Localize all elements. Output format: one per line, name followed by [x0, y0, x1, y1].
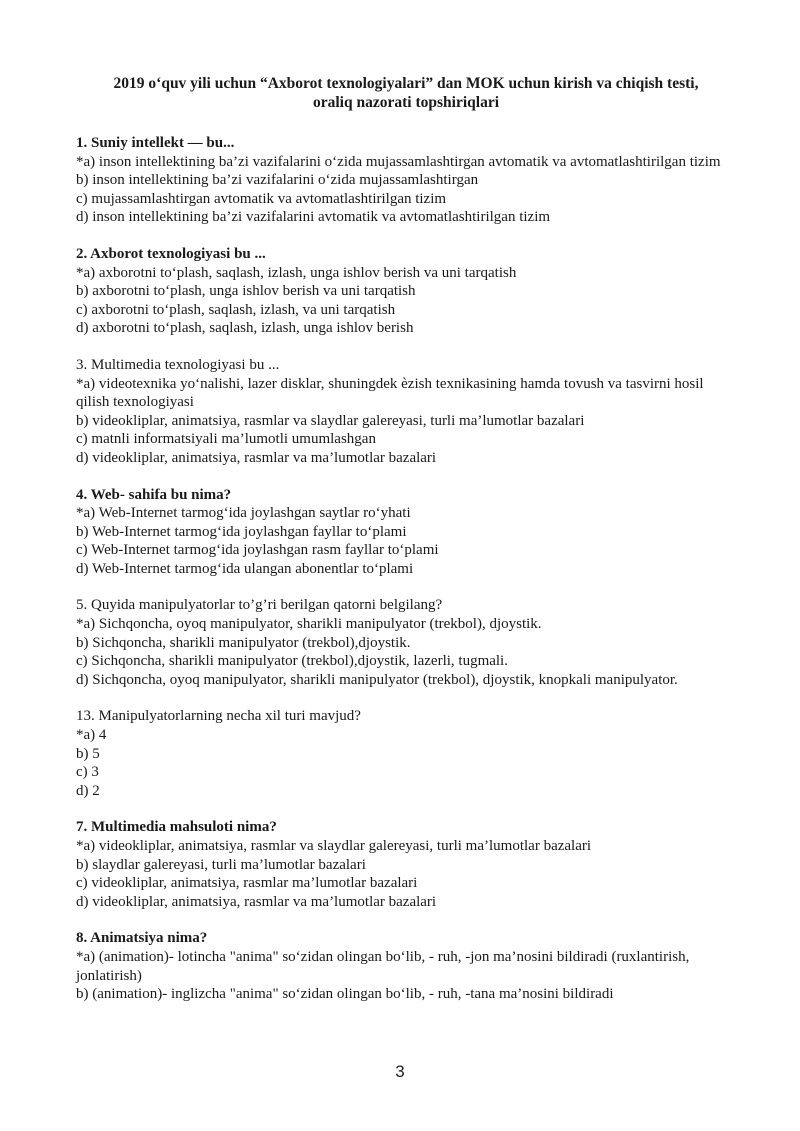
answer-option: b) 5	[76, 745, 100, 762]
answer-option: d) axborotni to‘plash, saqlash, izlash, unga ishlov berish	[76, 320, 414, 337]
question-text: 8. Animatsiya nima?	[76, 930, 208, 947]
question-text: 4. Web- sahifa bu nima?	[76, 486, 232, 503]
answer-option: *a) 4	[76, 727, 107, 744]
question-text: 5. Quyida manipulyatorlar to’g’ri berilgan qatorni belgilang?	[76, 597, 443, 614]
answer-option: *a) Web-Internet tarmog‘ida joylashgan saytlar ro‘yhati	[76, 505, 411, 522]
question-block	[76, 486, 736, 579]
answer-option: c) Web-Internet tarmog‘ida joylashgan rasm fayllar to‘plami	[76, 542, 439, 559]
answer-option: *a) inson intellektining ba’zi vazifalarini o‘zida mujassamlashtirgan avtomatik va avtomatlashtirilgan tizim	[76, 153, 721, 170]
answer-option: b) slaydlar galereyasi, turli ma’lumotlar bazalari	[76, 856, 366, 873]
answer-option: *a) (animation)- lotincha "anima" so‘zidan olingan bo‘lib, - ruh, -jon ma’nosini bildiradi (ruxlantirish, jonlatirish)	[76, 948, 690, 984]
title-line-1: 2019 o‘quv yili uchun “Axborot texnologiyalari” dan MOK uchun kirish va chiqish testi,	[113, 75, 699, 92]
answer-option: d) videokliplar, animatsiya, rasmlar va ma’lumotlar bazalari	[76, 449, 437, 466]
question-block	[76, 134, 736, 227]
answer-option: b) axborotni to‘plash, unga ishlov berish va uni tarqatish	[76, 283, 416, 300]
question-block	[76, 707, 736, 800]
question-block	[76, 245, 736, 338]
question-text: 13. Manipulyatorlarning necha xil turi mavjud?	[76, 708, 361, 725]
answer-option: b) videokliplar, animatsiya, rasmlar va slaydlar galereyasi, turli ma’lumotlar bazalari	[76, 412, 585, 429]
question-block	[76, 596, 736, 689]
answer-option: c) Sichqoncha, sharikli manipulyator (trekbol),djoystik, lazerli, tugmali.	[76, 653, 508, 670]
question-block	[76, 818, 736, 911]
question-text: 2. Axborot texnologiyasi bu ...	[76, 245, 266, 262]
answer-option: b) (animation)- inglizcha "anima" so‘zidan olingan bo‘lib, - ruh, -tana ma’nosini bildiradi	[76, 986, 614, 1003]
answer-option: c) axborotni to‘plash, saqlash, izlash, va uni tarqatish	[76, 301, 396, 318]
answer-option: d) Sichqoncha, oyoq manipulyator, sharikli manipulyator (trekbol), djoystik, knopkali manipulyator.	[76, 671, 678, 688]
title-line-2: oraliq nazorati topshiriqlari	[313, 94, 499, 111]
answer-option: c) matnli informatsiyali ma’lumotli umumlashgan	[76, 431, 376, 448]
answer-option: c) videokliplar, animatsiya, rasmlar ma’lumotlar bazalari	[76, 875, 418, 892]
answer-option: b) Sichqoncha, sharikli manipulyator (trekbol),djoystik.	[76, 634, 411, 651]
answer-option: d) Web-Internet tarmog‘ida ulangan abonentlar to‘plami	[76, 560, 414, 577]
question-text: 3. Multimedia texnologiyasi bu ...	[76, 356, 280, 373]
answer-option: *a) videotexnika yo‘nalishi, lazer disklar, shuningdek ѐzish texnikasining hamda tovush va tasvirni hosil qilish texnologiyasi	[76, 375, 704, 411]
question-block	[76, 929, 736, 1003]
page-number: 3	[395, 1062, 405, 1081]
question-text: 7. Multimedia mahsuloti nima?	[76, 819, 277, 836]
document-title	[76, 74, 736, 112]
answer-option: d) inson intellektining ba’zi vazifalarini avtomatik va avtomatlashtirilgan tizim	[76, 209, 551, 226]
answer-option: d) videokliplar, animatsiya, rasmlar va ma’lumotlar bazalari	[76, 893, 437, 910]
document-page	[76, 74, 736, 1022]
question-block	[76, 356, 736, 468]
question-text: 1. Suniy intellekt — bu...	[76, 135, 235, 151]
answer-option: d) 2	[76, 782, 100, 799]
answer-option: b) inson intellektining ba’zi vazifalarini o‘zida mujassamlashtirgan	[76, 172, 479, 189]
question-list	[76, 134, 736, 1004]
answer-option: *a) axborotni to‘plash, saqlash, izlash, unga ishlov berish va uni tarqatish	[76, 264, 517, 281]
answer-option: *a) videokliplar, animatsiya, rasmlar va slaydlar galereyasi, turli ma’lumotlar bazalari	[76, 838, 592, 854]
answer-option: c) 3	[76, 764, 99, 781]
answer-option: b) Web-Internet tarmog‘ida joylashgan fayllar to‘plami	[76, 523, 407, 540]
answer-option: *a) Sichqoncha, oyoq manipulyator, sharikli manipulyator (trekbol), djoystik.	[76, 616, 542, 633]
answer-option: c) mujassamlashtirgan avtomatik va avtomatlashtirilgan tizim	[76, 190, 447, 207]
